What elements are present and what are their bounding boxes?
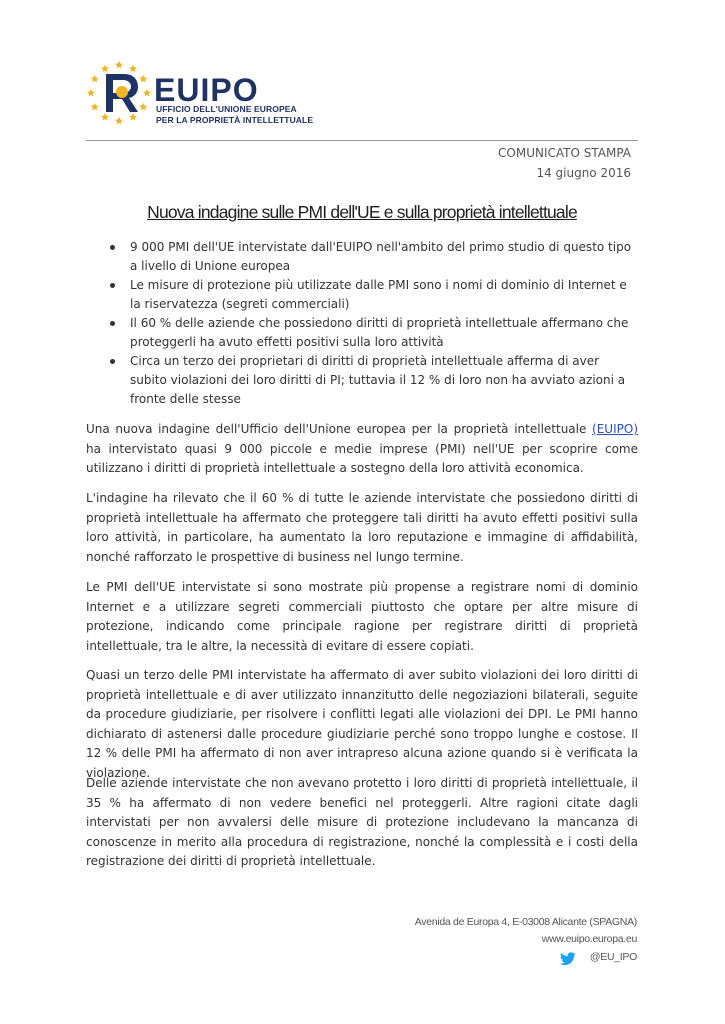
key-points-list <box>130 238 635 409</box>
footer-address: Avenida de Europa 4, E-03008 Alicante (SPAGNA) <box>414 916 637 928</box>
document-type: COMUNICATO STAMPA <box>498 146 631 160</box>
eu-star-icon <box>129 113 137 121</box>
eu-star-icon <box>139 75 147 83</box>
bullet-dot-icon <box>110 245 115 250</box>
bullet-dot-icon <box>110 283 115 288</box>
logo-subtitle-line1: UFFICIO DELL'UNIONE EUROPEA <box>156 104 297 114</box>
header-divider <box>86 140 638 141</box>
list-item: 9 000 PMI dell'UE intervistate dall'EUIPO nell'ambito del primo studio di questo tipo a livello di Unione europea <box>130 238 635 276</box>
eu-star-icon <box>91 103 99 111</box>
list-item: Il 60 % delle aziende che possiedono diritti di proprietà intellettuale affermano che proteggerli ha avuto effetti positivi sulla loro attività <box>130 314 635 352</box>
bullet-dot-icon <box>110 321 115 326</box>
bullet-dot-icon <box>110 359 115 364</box>
list-item: Le misure di protezione più utilizzate dalle PMI sono i nomi di dominio di Internet e la riservatezza (segreti commerciali) <box>130 276 635 314</box>
twitter-bird-icon[interactable] <box>560 952 576 966</box>
eu-star-icon <box>129 65 137 73</box>
eu-star-icon <box>139 103 147 111</box>
logo-wordmark: EUIPO <box>154 72 259 108</box>
paragraph-findings: L'indagine ha rilevato che il 60 % di tutte le aziende intervistate che possiedono diritti di proprietà intellettuale ha affermato che proteggere tali diritti ha avuto effetti positivi sulla loro attività, in particolare, ha aumentato la loro reputazione e immagine di affidabilità, nonché rafforzato le prospettive di business nel lungo termine. <box>86 491 638 564</box>
page-title: Nuova indagine sulle PMI dell'UE e sulla proprietà intellettuale <box>147 202 577 222</box>
logo-subtitle <box>156 104 313 126</box>
eu-star-icon <box>115 117 123 125</box>
footer-twitter-handle[interactable]: @EU_IPO <box>589 951 637 963</box>
footer-website[interactable]: www.euipo.europa.eu <box>541 933 637 945</box>
eu-star-icon <box>115 61 123 69</box>
eu-star-icon <box>101 113 109 121</box>
eu-star-icon <box>143 89 151 97</box>
paragraph-protection-measures: Le PMI dell'UE intervistate si sono mostrate più propense a registrare nomi di dominio Internet e a utilizzare segreti commerciali piuttosto che optare per altre misure di protezione, indicando come principale ragione per registrare diritti di proprietà intellettuale, tra le altre, la necessità di evitare di essere copiati. <box>86 580 638 653</box>
eu-star-icon <box>101 65 109 73</box>
document-date: 14 giugno 2016 <box>536 166 631 180</box>
logo-subtitle-line2: PER LA PROPRIETÀ INTELLETTUALE <box>156 115 314 125</box>
paragraph-intro: Una nuova indagine dell'Ufficio dell'Unione europea per la proprietà intellettuale (EUIPO) ha intervistato quasi 9 000 piccole e medie imprese (PMI) nell'UE per scoprire come utilizzano i diritti di proprietà intellettuale a sostegno della loro attività economica. <box>86 422 638 475</box>
paragraph-no-protection: Delle aziende intervistate che non avevano protetto i loro diritti di proprietà intellettuale, il 35 % ha affermato di non vedere benefici nel proteggerli. Altre ragioni citate dagli intervistati per non avvalersi delle misure di protezione includevano la mancanza di conoscenze in merito alla procedura di registrazione, nonché la complessità e i costi della registrazione dei diritti di proprietà intellettuale. <box>86 776 638 868</box>
euipo-link[interactable]: (EUIPO) <box>592 422 638 436</box>
eu-star-icon <box>91 75 99 83</box>
eu-star-icon <box>87 89 95 97</box>
paragraph-infringements: Quasi un terzo delle PMI intervistate ha affermato di aver subito violazioni dei loro diritti di proprietà intellettuale e di aver utilizzato innanzitutto delle negoziazioni bilaterali, seguite da procedure giudiziarie, per risolvere i conflitti legati alle violazioni dei DPI. Le PMI hanno dichiarato di astenersi dalle procedure giudiziarie perché sono troppo lunghe e costose. Il 12 % delle PMI ha affermato di non aver intrapreso alcuna azione quando si è verificata la violazione. <box>86 668 638 780</box>
list-item: Circa un terzo dei proprietari di diritti di proprietà intellettuale afferma di aver subito violazioni dei loro diritti di PI; tuttavia il 12 % di loro non ha avviato azioni a fronte delle stesse <box>130 352 635 409</box>
